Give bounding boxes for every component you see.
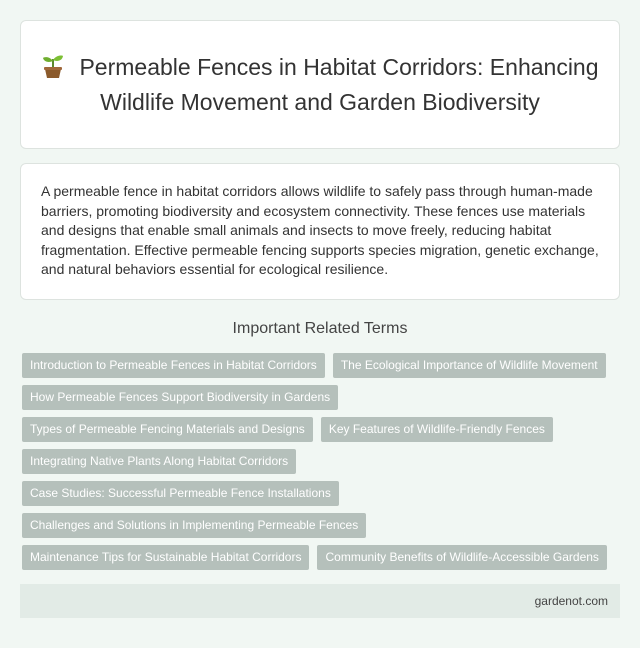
related-term-tag[interactable]: Case Studies: Successful Permeable Fence Installations [22,481,339,506]
tag-row [22,385,622,410]
title-card [20,20,620,149]
page-title [41,52,599,118]
related-term-tag[interactable]: Challenges and Solutions in Implementing Permeable Fences [22,513,366,538]
tag-row [22,513,622,538]
related-term-tag[interactable]: Introduction to Permeable Fences in Habitat Corridors [22,353,325,378]
tag-row [22,417,622,442]
related-term-tag[interactable]: Maintenance Tips for Sustainable Habitat Corridors [22,545,309,570]
related-term-tag[interactable]: How Permeable Fences Support Biodiversity in Gardens [22,385,338,410]
footer [20,584,620,618]
related-terms-list [22,353,622,577]
site-link[interactable]: gardenot.com [534,594,608,608]
seedling-icon [41,53,65,87]
tag-row [22,481,622,506]
tag-row [22,545,622,570]
summary-card [20,163,620,300]
related-term-tag[interactable]: Integrating Native Plants Along Habitat Corridors [22,449,296,474]
page-title-text: Permeable Fences in Habitat Corridors: Enhancing Wildlife Movement and Garden Biodiversity [79,53,599,115]
tag-row [22,353,622,378]
related-term-tag[interactable]: The Ecological Importance of Wildlife Movement [333,353,606,378]
related-term-tag[interactable]: Community Benefits of Wildlife-Accessible Gardens [317,545,606,570]
summary-text: A permeable fence in habitat corridors allows wildlife to safely pass through human-made barriers, promoting biodiversity and ecosystem connectivity. These fences use materials and designs that enable small animals and insects to move freely, reducing habitat fragmentation. Effective permeable fencing supports species migration, genetic exchange, and natural behaviors essential for ecological resilience. [41,183,599,277]
related-terms-heading: Important Related Terms [232,320,408,337]
related-term-tag[interactable]: Types of Permeable Fencing Materials and Designs [22,417,313,442]
tag-row [22,449,622,474]
related-term-tag[interactable]: Key Features of Wildlife-Friendly Fences [321,417,553,442]
